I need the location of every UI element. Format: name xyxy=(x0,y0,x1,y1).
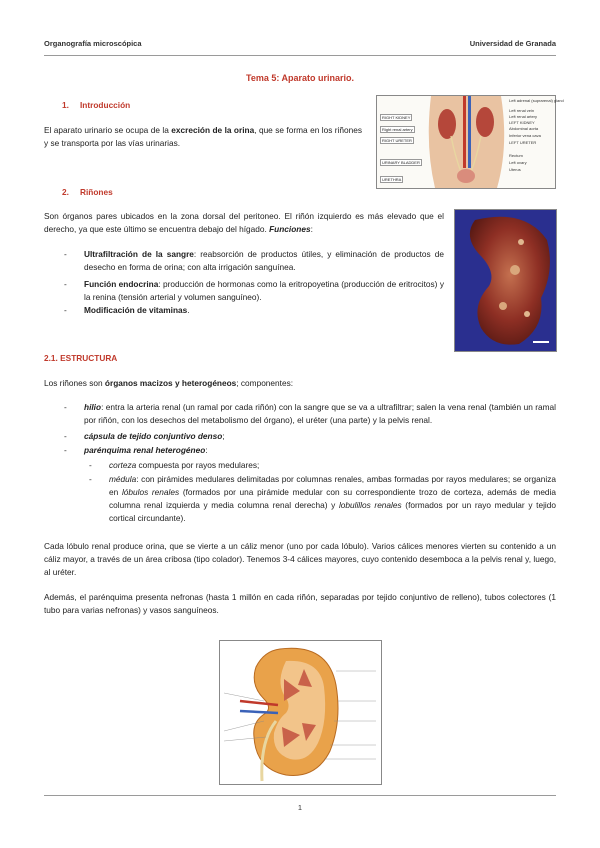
diagram-label: RIGHT KIDNEY xyxy=(382,115,411,120)
section-title: Riñones xyxy=(80,187,113,197)
diagram-label: URETHRA xyxy=(382,177,402,182)
structure-intro xyxy=(44,377,556,390)
text-run: : reabsorción de productos útiles, y eliminación de productos de desecho en forma de orina; con alta irrigación sanguínea. xyxy=(84,249,444,272)
diagram-label: Left adrenal (suprarenal) gland xyxy=(509,98,564,103)
footer-rule xyxy=(44,795,556,796)
kidney-structure-diagram xyxy=(219,640,382,785)
section-number: 1. xyxy=(62,100,69,110)
diagram-label: LEFT URETER xyxy=(509,140,537,145)
component-hilio xyxy=(64,401,556,429)
section-heading-intro xyxy=(62,99,130,112)
page-header xyxy=(44,38,556,50)
parenchyma-medulla xyxy=(89,473,556,531)
italic-term: lobulillos renales xyxy=(338,499,402,510)
bullet-dash: - xyxy=(64,445,67,455)
lobule-paragraph: Cada lóbulo renal produce orina, que se vierte a un cáliz menor (uno por cada lóbulo). Varios cálices menores vierten su contenido a un cáliz mayor, a través de un área cribosa (tipo colador). Tenemos 3-4 cálices mayores, cuyo contenido desemboca a la pelvis renal y, luego, al uréter. xyxy=(44,541,556,577)
section-number: 2. xyxy=(62,187,69,197)
text-run: . xyxy=(187,305,190,315)
diagram-label: Abdominal aorta xyxy=(509,126,539,131)
bullet-dash: - xyxy=(89,460,92,470)
text-run: compuesta por rayos medulares; xyxy=(136,460,260,470)
bold-italic-term: hilio xyxy=(84,402,102,412)
text-run: : xyxy=(205,445,208,455)
text-run: Son órganos pares ubicados en la zona dorsal del peritoneo. El riñón izquierdo es más elevado que el derecho, ya que este último se encuentra debajo del hígado. xyxy=(44,211,444,234)
section-heading-kidneys xyxy=(62,186,113,199)
text-run: : con pirámides medulares delimitadas por columnas renales, ambas formadas por rayos medulares; se organiza en xyxy=(109,474,556,497)
bold-italic-term: Funciones xyxy=(269,223,311,234)
diagram-label: Rectum xyxy=(509,153,523,158)
text-run: , que se forma en los riñones y se transporta por las vías urinarias. xyxy=(44,125,362,148)
urinary-system-diagram xyxy=(376,95,564,189)
bullet-dash: - xyxy=(64,305,67,315)
text-run: : xyxy=(310,223,313,234)
text-run: : entra la arteria renal (un ramal por cada riñón) con la sangre que se va a ultrafiltrar; salen la vena renal (también un ramal por riñón, con los desechos del metabolismo del órgano), el uréter (una parte) y la pelvis renal. xyxy=(84,402,556,425)
function-item xyxy=(64,248,444,276)
diagram-label: Inferior vena cava xyxy=(509,133,541,138)
diagram-label: Left renal artery xyxy=(509,114,538,119)
nephron-paragraph: Además, el parénquima presenta nefronas (hasta 1 millón en cada riñón, separadas por tejido conjuntivo de relleno), tubos colectores (1 tubo para varias nefronas) y vasos sanguíneos. xyxy=(44,592,556,615)
bold-term: Modificación de vitaminas xyxy=(84,305,188,315)
bold-term: Ultrafiltración de la sangre xyxy=(84,249,194,259)
bold-italic-term: cápsula de tejido conjuntivo denso xyxy=(84,431,223,441)
bold-term: Función endocrina xyxy=(84,279,159,289)
text-run: Los riñones son xyxy=(44,378,105,388)
bold-italic-term: parénquima renal heterogéneo xyxy=(84,445,206,455)
diagram-label: RIGHT URETER xyxy=(382,138,412,143)
page-number: 1 xyxy=(297,803,303,812)
diagram-label: URINARY BLADDER xyxy=(382,160,420,165)
component-capsule xyxy=(64,430,556,444)
italic-term: lóbulos renales xyxy=(121,486,180,497)
parenchyma-cortex xyxy=(89,459,556,473)
kidney-section-illustration xyxy=(455,210,556,351)
bullet-dash: - xyxy=(64,431,67,441)
text-run: El aparato urinario se ocupa de la xyxy=(44,125,172,135)
bold-term: excreción de la orina xyxy=(171,125,255,135)
diagram-label: Right renal artery xyxy=(382,127,413,132)
kidneys-paragraph xyxy=(44,210,444,236)
diagram-label: Left renal vein xyxy=(509,108,535,113)
bullet-dash: - xyxy=(64,249,67,259)
function-item xyxy=(64,278,444,306)
header-rule xyxy=(44,55,556,56)
component-parenchyma xyxy=(64,444,556,458)
diagram-label: Left ovary xyxy=(509,160,527,165)
bullet-dash: - xyxy=(64,402,67,412)
section-title: Introducción xyxy=(80,100,131,110)
intro-paragraph xyxy=(44,124,362,150)
text-run: (formados por una pirámide medular con su correspondiente trozo de corteza, además de media columna renal izquierda y media columna renal derecha) y xyxy=(109,486,557,510)
bullet-dash: - xyxy=(64,279,67,289)
text-run: (formados por un rayo medular y tejido cortical circundante). xyxy=(109,499,556,523)
kidney-structure-illustration xyxy=(220,641,381,784)
italic-term: médula xyxy=(109,474,137,484)
subsection-heading-structure: 2.1. ESTRUCTURA xyxy=(44,353,118,363)
diagram-label: LEFT KIDNEY xyxy=(509,120,535,125)
bullet-dash: - xyxy=(89,474,92,484)
bold-term: órganos macizos y heterogéneos xyxy=(104,378,237,388)
header-university: Universidad de Granada xyxy=(469,39,556,48)
diagram-label: Uterus xyxy=(509,167,521,172)
page-title: Tema 5: Aparato urinario. xyxy=(245,73,355,83)
text-run: ; componentes: xyxy=(236,378,294,388)
header-course: Organografía microscópica xyxy=(44,39,142,48)
text-run: : producción de hormonas como la eritropoyetina (producción de eritrocitos) y la renina (tensión arterial y volumen sanguíneo). xyxy=(84,279,444,302)
italic-term: corteza xyxy=(109,460,137,470)
function-item xyxy=(64,304,444,318)
text-run: ; xyxy=(222,431,225,441)
kidney-section-photo xyxy=(454,209,557,352)
